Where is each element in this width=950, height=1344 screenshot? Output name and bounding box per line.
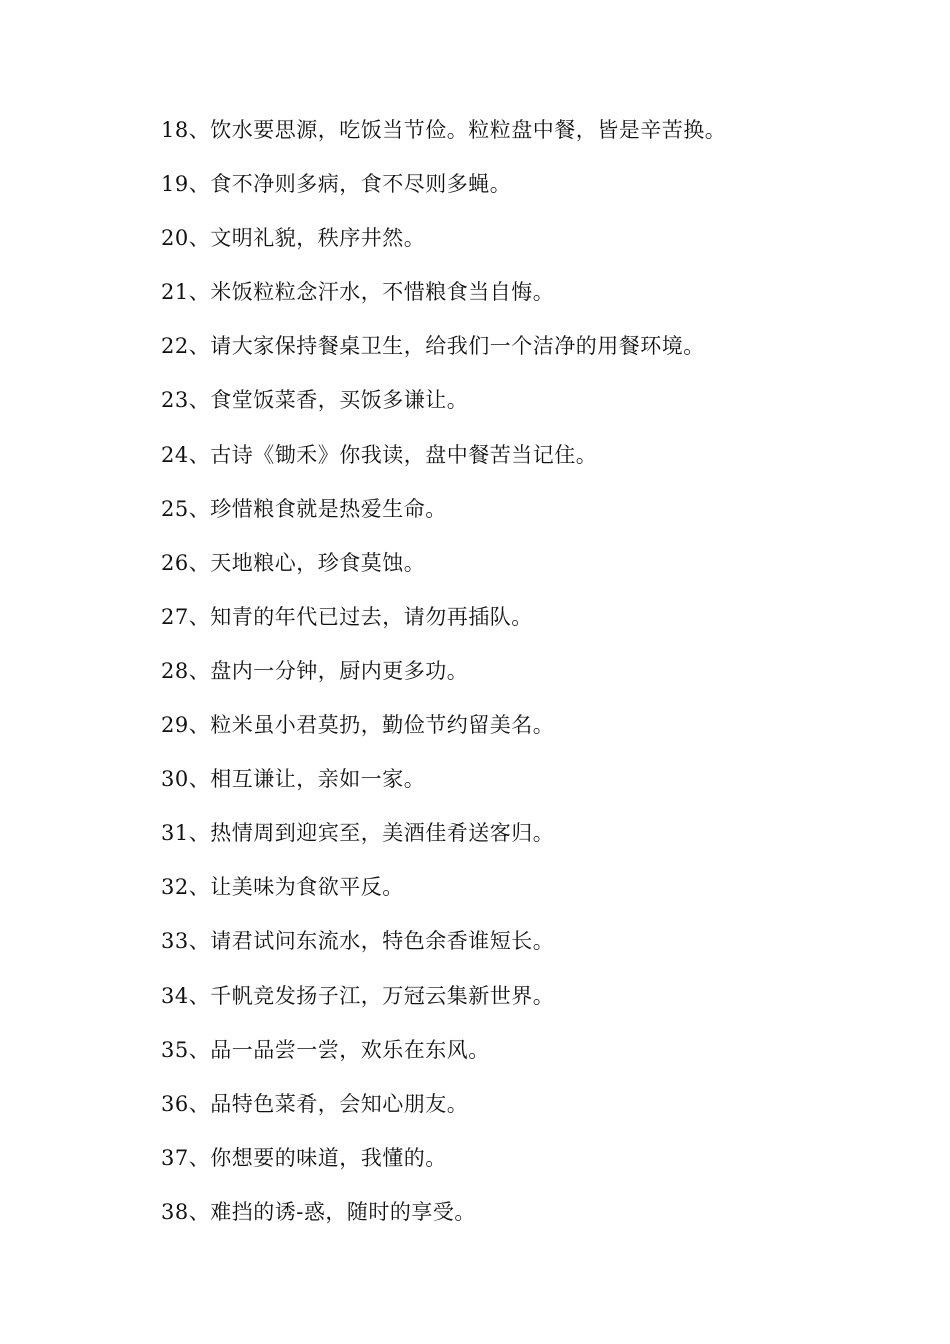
list-item: 33、请君试问东流水，特色余香谁短长。 <box>161 929 555 954</box>
list-item: 29、粒米虽小君莫扔，勤俭节约留美名。 <box>161 713 555 738</box>
list-item: 32、让美味为食欲平反。 <box>161 875 404 900</box>
list-item: 18、饮水要思源，吃饭当节俭。粒粒盘中餐，皆是辛苦换。 <box>161 118 727 142</box>
list-item: 25、珍惜粮食就是热爱生命。 <box>161 496 447 521</box>
list-item: 23、食堂饭菜香，买饭多谦让。 <box>161 388 469 413</box>
list-item: 22、请大家保持餐桌卫生，给我们一个洁净的用餐环境。 <box>161 334 705 359</box>
list-item: 30、相互谦让，亲如一家。 <box>161 767 426 792</box>
list-item: 34、千帆竞发扬子江，万冠云集新世界。 <box>161 983 555 1008</box>
list-item: 24、古诗《锄禾》你我读，盘中餐苦当记住。 <box>161 442 598 467</box>
list-item: 35、品一品尝一尝，欢乐在东风。 <box>161 1037 490 1062</box>
list-item: 38、难挡的诱-惑，随时的享受。 <box>161 1199 476 1224</box>
list-item: 28、盘内一分钟，厨内更多功。 <box>161 658 469 683</box>
list-item: 26、天地粮心，珍食莫蚀。 <box>161 550 426 575</box>
list-item: 37、你想要的味道，我懂的。 <box>161 1145 447 1170</box>
list-item: 21、米饭粒粒念汗水，不惜粮食当自悔。 <box>161 280 555 305</box>
list-item: 27、知青的年代已过去，请勿再插队。 <box>161 604 533 629</box>
slogan-list <box>161 113 910 1249</box>
list-item: 31、热情周到迎宾至，美酒佳肴送客归。 <box>161 821 555 846</box>
list-item: 19、食不净则多病，食不尽则多蝇。 <box>161 172 512 197</box>
list-item: 20、文明礼貌，秩序井然。 <box>161 226 426 251</box>
list-item: 36、品特色菜肴，会知心朋友。 <box>161 1091 469 1116</box>
